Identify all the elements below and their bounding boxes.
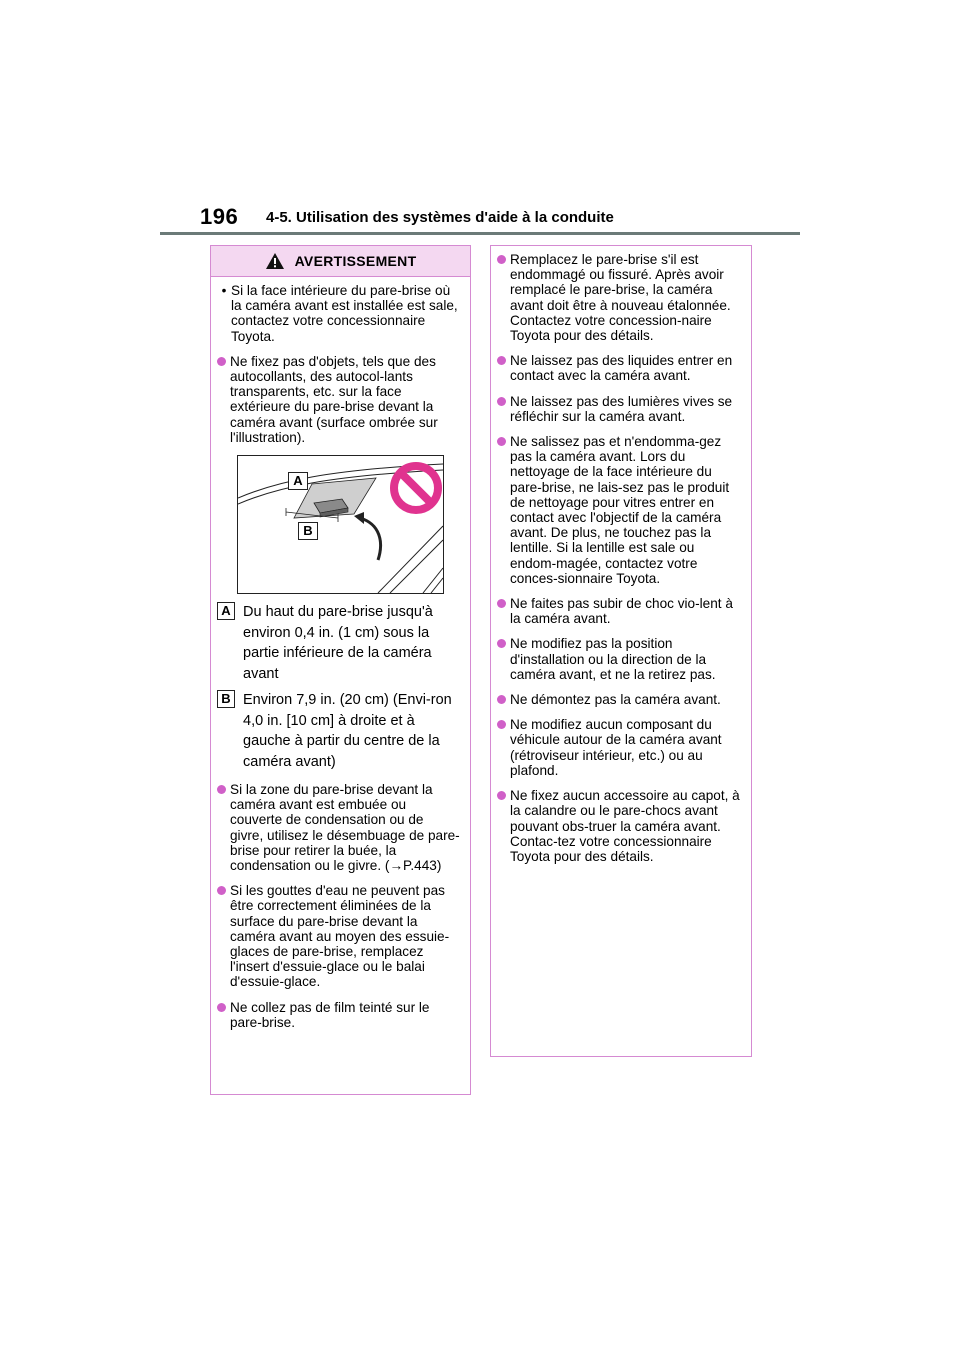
list-item (217, 354, 460, 445)
bullet-dot-icon (497, 356, 506, 365)
item-text: Si la zone du pare-brise devant la caméra avant est embuée ou couverte de condensation ou de givre, utilisez le désembuage de pare-brise pour retirer la buée, la condensation ou le givre. (→P.443) (230, 782, 460, 874)
item-text: Ne fixez aucun accessoire au capot, à la calandre ou le pare-chocs avant pouvant obs-truer la caméra avant. Contac-tez votre concessionnaire Toyota pour des détails. (510, 788, 740, 864)
definition-row-a (217, 602, 460, 684)
item-text: Si les gouttes d'eau ne peuvent pas être correctement éliminées de la surface du pare-brise devant la caméra avant au moyen des essuie-glaces de pare-brise, remplacez l'insert d'essuie-glace ou le balai d'essuie-glace. (230, 883, 450, 990)
bullet-dot-icon (497, 720, 506, 729)
bullet-dot-icon (497, 695, 506, 704)
item-text: Ne modifiez aucun composant du véhicule autour de la caméra avant (rétroviseur intérieur, etc.) ou au plafond. (510, 717, 722, 778)
bullet-dot-icon (217, 886, 226, 895)
list-item (217, 883, 460, 989)
item-text: Ne modifiez pas la position d'installation ou la direction de la caméra avant, et ne la retirez pas. (510, 636, 716, 682)
list-item (497, 788, 743, 864)
list-item (497, 636, 743, 682)
warning-title: AVERTISSEMENT (294, 253, 417, 269)
item-text: Ne faites pas subir de choc vio-lent à la caméra avant. (510, 596, 733, 627)
list-item (497, 252, 743, 343)
list-item (497, 353, 743, 383)
warning-content-continued (491, 246, 751, 864)
list-item (497, 596, 743, 626)
warning-box-right (490, 245, 752, 1057)
figure-label-b: B (298, 522, 318, 540)
definition-badge: B (217, 690, 235, 708)
header-rule (160, 232, 800, 235)
warning-box-left (210, 245, 471, 1095)
bullet-dot-icon (497, 397, 506, 406)
dash-bullet: • (221, 283, 227, 298)
bullet-dot-icon (497, 437, 506, 446)
warning-triangle-icon (265, 252, 285, 270)
definition-row-b (217, 690, 460, 772)
list-item (217, 782, 460, 873)
camera-illustration (237, 455, 444, 594)
intro-text: Si la face intérieure du pare-brise où la caméra avant est installée est sale, contactez votre concessionnaire Toyota. (231, 283, 458, 344)
list-item (497, 692, 743, 707)
warning-content (211, 277, 470, 1030)
list-item (217, 283, 460, 344)
bullet-dot-icon (497, 639, 506, 648)
item-text: Ne démontez pas la caméra avant. (510, 692, 721, 708)
definition-badge: A (217, 602, 235, 620)
item-text: Ne laissez pas des lumières vives se réfléchir sur la caméra avant. (510, 393, 733, 424)
list-item (497, 717, 743, 778)
bullet-dot-icon (217, 1003, 226, 1012)
bullet-dot-icon (497, 791, 506, 800)
page-number: 196 (200, 204, 239, 229)
list-item (497, 394, 743, 424)
list-item (497, 434, 743, 586)
definition-text: Environ 7,9 in. (20 cm) (Envi-ron 4,0 in. [10 cm] à droite et à gauche à partir du centre de la caméra avant) (243, 692, 452, 770)
warning-header (211, 246, 470, 277)
item-text: Ne laissez pas des liquides entrer en contact avec la caméra avant. (510, 353, 733, 384)
no-objects-text: Ne fixez pas d'objets, tels que des autocollants, des autocol-lants transparents, etc. sur la face extérieure du pare-brise devant la caméra avant (surface ombrée sur l'illustration). (230, 353, 438, 445)
item-text: Ne salissez pas et n'endomma-gez pas la caméra avant. Lors du nettoyage de la face intérieure du pare-brise, ne lais-sez pas le produit de nettoyage pour vitres entrer en contact avec l'objectif de la caméra avant. De plus, ne touchez pas la lentille. Si la lentille est sale ou endom-magée, contactez votre conces-sionnaire Toyota. (510, 434, 730, 586)
definition-text: Du haut du pare-brise jusqu'à environ 0,4 in. (1 cm) sous la partie inférieure de la caméra avant (243, 604, 433, 682)
bullet-dot-icon (217, 785, 226, 794)
item-text: Ne collez pas de film teinté sur le pare-brise. (230, 999, 430, 1030)
item-text: Remplacez le pare-brise s'il est endommagé ou fissuré. Après avoir remplacé le pare-brise, la caméra avant doit être à nouveau étalonnée. Contactez votre concession-naire Toyota pour des détails. (510, 252, 731, 344)
figure-label-a: A (288, 472, 308, 490)
bullet-dot-icon (497, 599, 506, 608)
list-item (217, 1000, 460, 1030)
section-title: 4-5. Utilisation des systèmes d'aide à la conduite (266, 209, 614, 226)
windshield-drawing (238, 456, 443, 593)
bullet-dot-icon (497, 255, 506, 264)
bullet-dot-icon (217, 357, 226, 366)
